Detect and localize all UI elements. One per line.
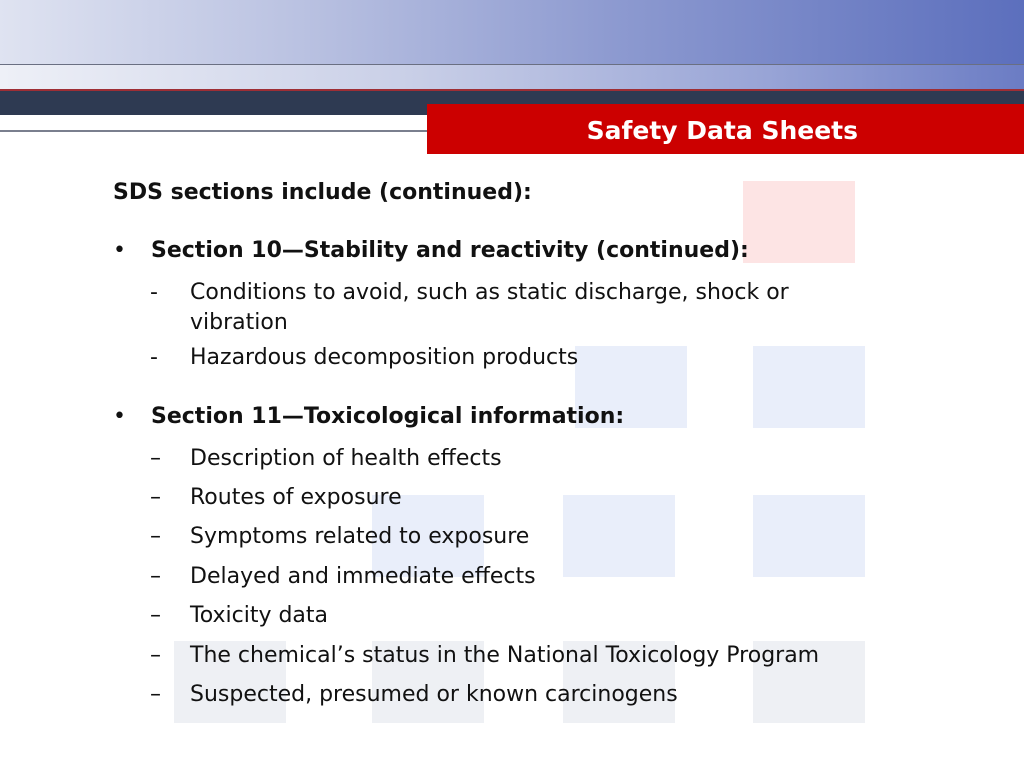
list-item xyxy=(150,680,890,710)
dash-mark: – xyxy=(150,603,161,628)
section-10-heading xyxy=(113,238,749,263)
list-item-text: Symptoms related to exposure xyxy=(190,524,530,549)
list-item-text: Delayed and immediate effects xyxy=(190,564,536,589)
dash-mark: – xyxy=(150,524,161,549)
list-item xyxy=(150,641,890,671)
section-heading-text: Section 11—Toxicological information: xyxy=(151,404,625,429)
list-item xyxy=(150,601,890,631)
list-item xyxy=(150,444,890,474)
list-item xyxy=(150,343,890,373)
slide-title: Safety Data Sheets xyxy=(586,116,858,145)
bullet-mark: • xyxy=(113,404,126,429)
dash-mark: – xyxy=(150,682,161,707)
list-item-text: Description of health effects xyxy=(190,446,502,471)
dash-mark: - xyxy=(150,280,158,305)
list-item-text: Toxicity data xyxy=(190,603,329,628)
section-heading-text: Section 10—Stability and reactivity (continued): xyxy=(151,238,749,263)
intro-heading: SDS sections include (continued): xyxy=(113,180,532,205)
list-item xyxy=(150,278,890,338)
list-item-text: The chemical’s status in the National Toxicology Program xyxy=(190,643,820,668)
section-11-heading xyxy=(113,404,624,429)
dash-mark: – xyxy=(150,446,161,471)
dash-mark: – xyxy=(150,485,161,510)
list-item-text: Routes of exposure xyxy=(190,485,402,510)
dash-mark: - xyxy=(150,345,158,370)
list-item xyxy=(150,522,890,552)
list-item xyxy=(150,562,890,592)
list-item-text: Conditions to avoid, such as static discharge, shock or vibration xyxy=(190,280,789,335)
list-item xyxy=(150,483,890,513)
bullet-mark: • xyxy=(113,238,126,263)
list-item-text: Suspected, presumed or known carcinogens xyxy=(190,682,678,707)
list-item-text: Hazardous decomposition products xyxy=(190,345,579,370)
dash-mark: – xyxy=(150,564,161,589)
dash-mark: – xyxy=(150,643,161,668)
